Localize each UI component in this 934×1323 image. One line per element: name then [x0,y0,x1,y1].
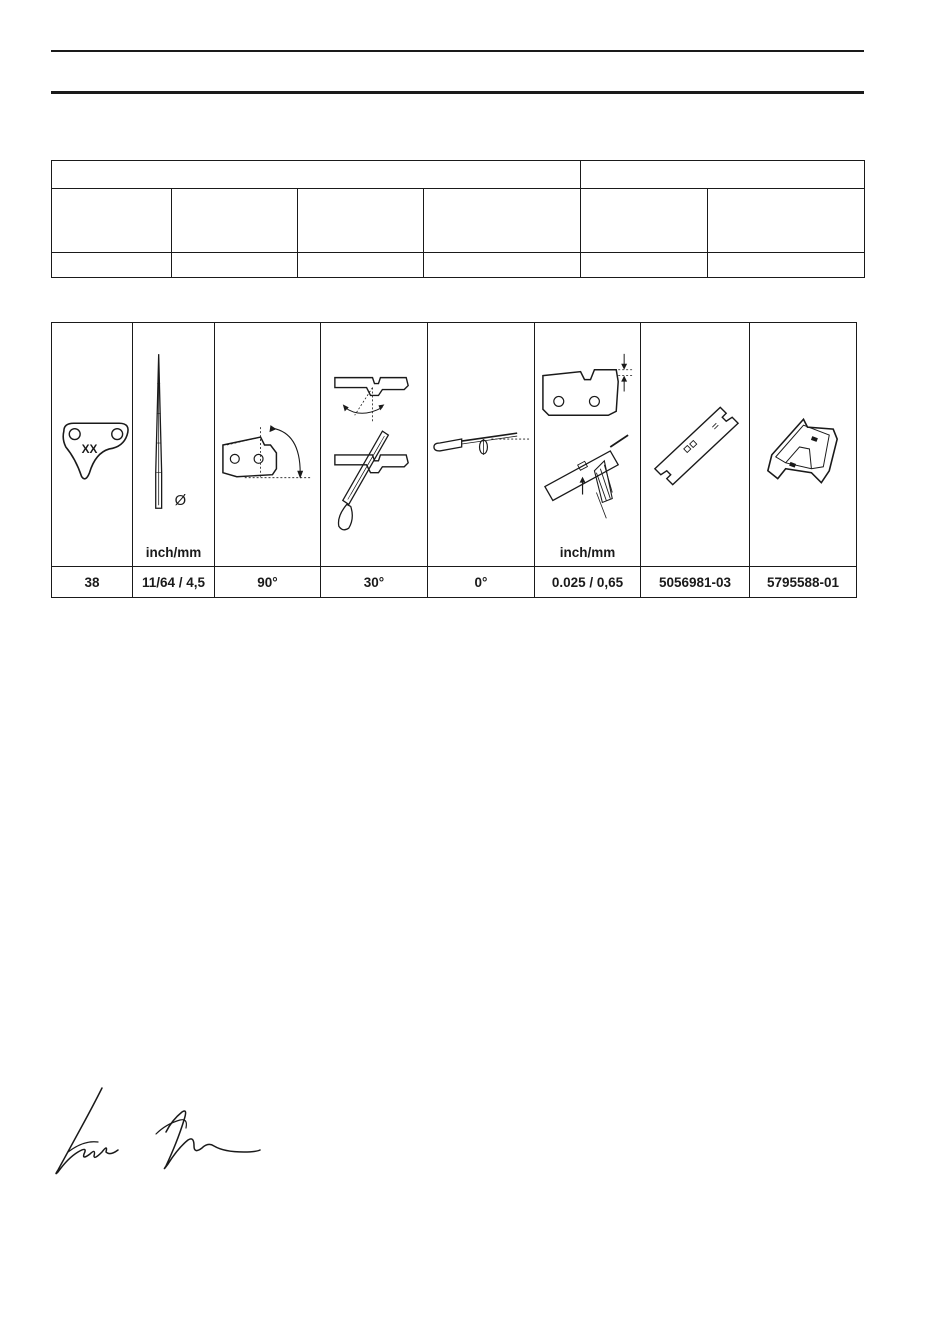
illustration-cell [133,323,215,567]
cutter-top-plate-angle-icon [215,323,320,566]
unit-label: inch/mm [145,545,202,560]
illustration-cell [750,323,857,567]
unit-label: inch/mm [559,545,616,560]
round-file-icon [133,323,214,566]
spec-header-cell-left [52,161,581,189]
spec-cell [52,253,172,278]
spec-header-row [52,161,865,189]
spec-value-row [52,253,865,278]
diameter-symbol: Ø [174,493,187,510]
values-row [52,567,857,598]
signature-image [48,1080,263,1180]
spec-cell [424,253,581,278]
spec-cell [298,189,424,253]
drive-link-icon [52,323,132,566]
illustration-cell [215,323,321,567]
illustration-cell [428,323,535,567]
value-cell: 5056981-03 [641,567,750,598]
value-cell: 0° [428,567,535,598]
header-rule-top [51,50,864,52]
illustration-cell [52,323,133,567]
illustration-cell [535,323,641,567]
value-cell: 5795588-01 [750,567,857,598]
spec-cell [581,189,708,253]
spec-cell [172,253,298,278]
value-cell: 0.025 / 0,65 [535,567,641,598]
depth-gauge-tool-icon [641,323,749,566]
value-cell: 38 [52,567,133,598]
value-cell: 90° [215,567,321,598]
value-cell: 30° [321,567,428,598]
spec-cell [708,189,865,253]
spec-cell [581,253,708,278]
spec-cell [424,189,581,253]
depth-gauge-setting-icon [535,323,640,566]
specification-table [51,160,865,278]
spec-cell [298,253,424,278]
sharpening-equipment-table [51,322,857,598]
value-cell: 11/64 / 4,5 [133,567,215,598]
header-rule-bottom [51,91,864,94]
spec-cell [172,189,298,253]
illustration-cell [321,323,428,567]
spec-header-cell-right [581,161,865,189]
drive-link-mark: XX [81,441,98,456]
spec-subheader-row [52,189,865,253]
spec-cell [708,253,865,278]
illustration-row [52,323,857,567]
file-holder-icon [428,323,534,566]
spec-cell [52,189,172,253]
file-angle-icon [321,323,427,566]
file-guide-tool-icon [750,323,856,566]
illustration-cell [641,323,750,567]
